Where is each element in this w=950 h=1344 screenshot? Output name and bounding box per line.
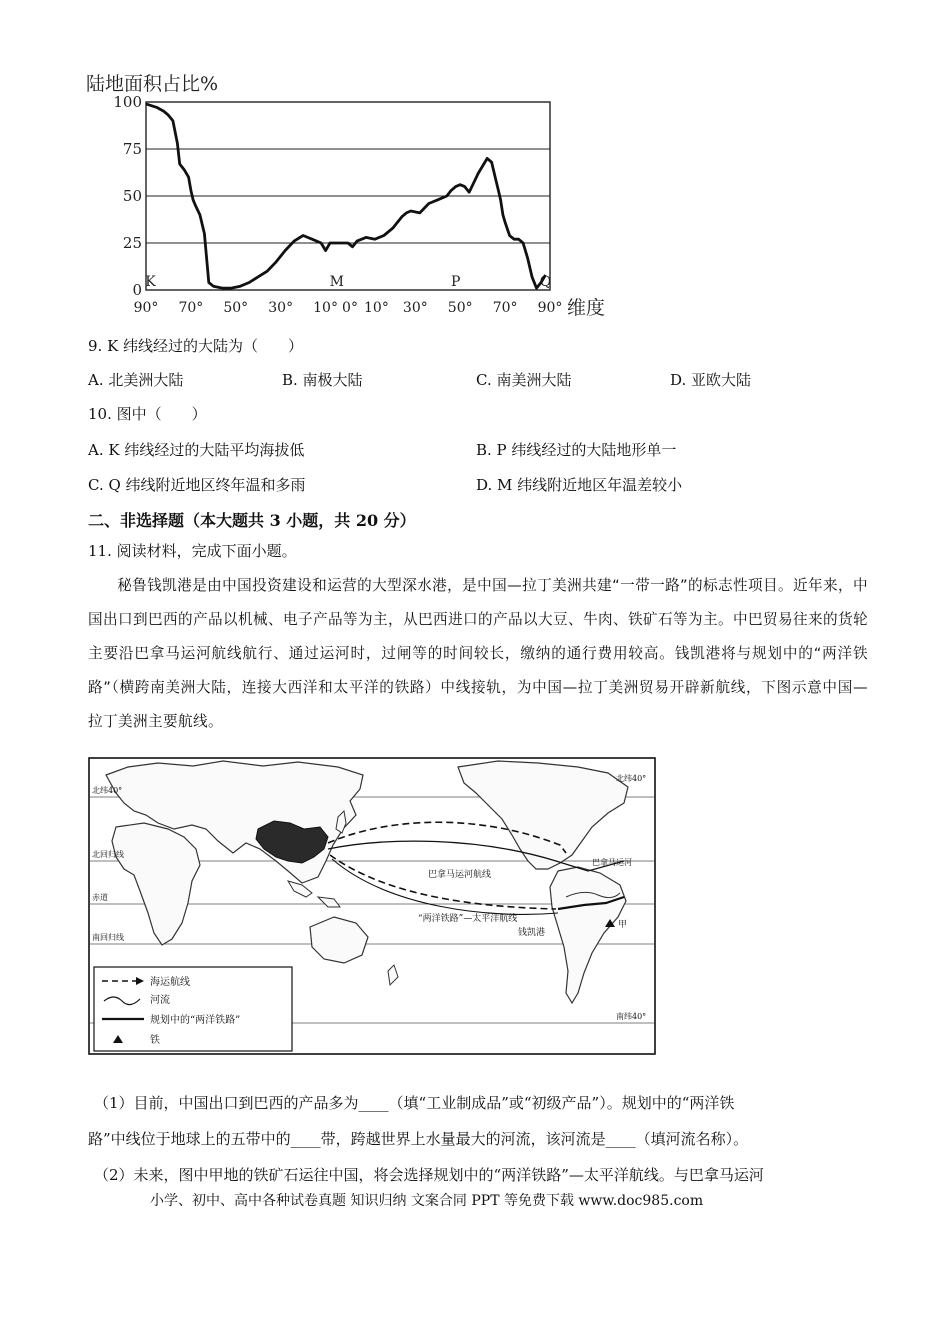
lat-label-40n-right: 北纬40° <box>616 774 647 783</box>
legend-label-iron: 铁 <box>150 1035 160 1046</box>
route-label-panama: 巴拿马运河航线 <box>428 870 492 880</box>
lat-label-40n: 北纬40° <box>92 786 123 795</box>
q9-option-a[interactable]: A. 北美洲大陆 <box>88 371 184 389</box>
x-tick-label: 70° <box>492 300 518 316</box>
x-tick-label: 50° <box>223 300 249 316</box>
q11-sub1-line1: （1）目前，中国出口到巴西的产品多为____（填“工业制成品”或“初级产品”）。规划中的“两洋铁 <box>94 1094 735 1112</box>
q11-stem: 11. 阅读材料，完成下面小题。 <box>88 542 297 560</box>
lat-label-equator: 赤道 <box>92 893 108 902</box>
place-label-jia: 甲 <box>618 920 628 930</box>
x-tick-label: 0° <box>342 300 358 316</box>
q11-sub1-line2: 路”中线位于地球上的五带中的____带，跨越世界上水量最大的河流，该河流是____（填河流名称）。 <box>88 1130 749 1148</box>
q9-option-b[interactable]: B. 南极大陆 <box>282 371 363 389</box>
legend-label-shipping: 海运航线 <box>150 977 190 988</box>
q9-stem: 9. K 纬线经过的大陆为（ ） <box>88 337 304 355</box>
y-tick-label: 0 <box>132 281 142 299</box>
y-tick-label: 25 <box>122 234 142 252</box>
x-tick-label: 30° <box>402 300 428 316</box>
x-tick-label: 30° <box>268 300 294 316</box>
q11-material: 秘鲁钱凯港是由中国投资建设和运营的大型深水港，是中国—拉丁美洲共建“一带一路”的标志性项目。近年来，中国出口到巴西的产品以机械、电子产品等为主，从巴西进口的产品以大豆、牛肉、铁矿石等为主。中巴贸易往来的货轮主要沿巴拿马运河航线航行、通过运河时，过闸等的时间较长，缴纳的通行费用较高。钱凯港将与规划中的“两洋铁路”（横跨南美洲大陆，连接大西洋和太平洋的铁路）中线接轨，为中国—拉丁美洲贸易开辟新航线，下图示意中国—拉丁美洲主要航线。 <box>88 577 868 730</box>
point-label-q: Q <box>539 274 552 290</box>
x-tick-label: 70° <box>178 300 204 316</box>
y-tick-labels <box>113 93 142 299</box>
y-tick-label: 75 <box>122 140 142 158</box>
x-tick-label: 90° <box>133 300 159 316</box>
canal-label: 巴拿马运河 <box>592 858 632 867</box>
chart-title: 陆地面积占比% <box>86 73 219 95</box>
y-tick-label: 50 <box>122 187 142 205</box>
legend-label-railway: 规划中的“两洋铁路” <box>150 1015 241 1026</box>
lat-label-tropic-n: 北回归线 <box>92 850 124 859</box>
q9-option-c[interactable]: C. 南美洲大陆 <box>476 371 572 389</box>
q10-option-d[interactable]: D. M 纬线附近地区年温差较小 <box>476 476 683 494</box>
point-label-m: M <box>329 274 344 290</box>
x-tick-label: 10° <box>364 300 389 316</box>
x-tick-labels <box>134 300 563 316</box>
x-tick-label: 90° <box>537 300 563 316</box>
section-heading: 二、非选择题（本大题共 3 小题，共 20 分） <box>88 511 416 530</box>
point-label-p: P <box>451 274 461 290</box>
q11-sub2-line1: （2）未来，图中甲地的铁矿石运往中国，将会选择规划中的“两洋铁路”—太平洋航线。与巴拿马运河 <box>94 1166 764 1184</box>
point-label-k: K <box>145 274 156 290</box>
q10-option-b[interactable]: B. P 纬线经过的大陆地形单一 <box>476 441 677 459</box>
route-label-railway: “两洋铁路”—太平洋航线 <box>418 914 518 924</box>
legend-label-river: 河流 <box>150 995 170 1006</box>
route-map <box>88 757 658 1057</box>
page-footer: 小学、初中、高中各种试卷真题 知识归纳 文案合同 PPT 等免费下载 www.doc985.com <box>150 1193 704 1209</box>
x-axis-label: 维度 <box>567 297 606 319</box>
lat-label-40s: 南纬40° <box>616 1012 647 1021</box>
point-labels <box>145 274 551 290</box>
q10-option-c[interactable]: C. Q 纬线附近地区终年温和多雨 <box>88 476 306 494</box>
y-tick-label: 100 <box>113 93 142 111</box>
q10-option-a[interactable]: A. K 纬线经过的大陆平均海拔低 <box>88 441 305 459</box>
port-label-chancay: 钱凯港 <box>518 928 546 938</box>
x-tick-label: 10° <box>313 300 338 316</box>
lat-label-tropic-s: 南回归线 <box>92 933 124 942</box>
land-area-chart <box>80 68 620 330</box>
q9-option-d[interactable]: D. 亚欧大陆 <box>670 371 752 389</box>
x-tick-label: 50° <box>447 300 473 316</box>
q10-stem: 10. 图中（ ） <box>88 405 207 423</box>
map-legend <box>94 967 292 1051</box>
